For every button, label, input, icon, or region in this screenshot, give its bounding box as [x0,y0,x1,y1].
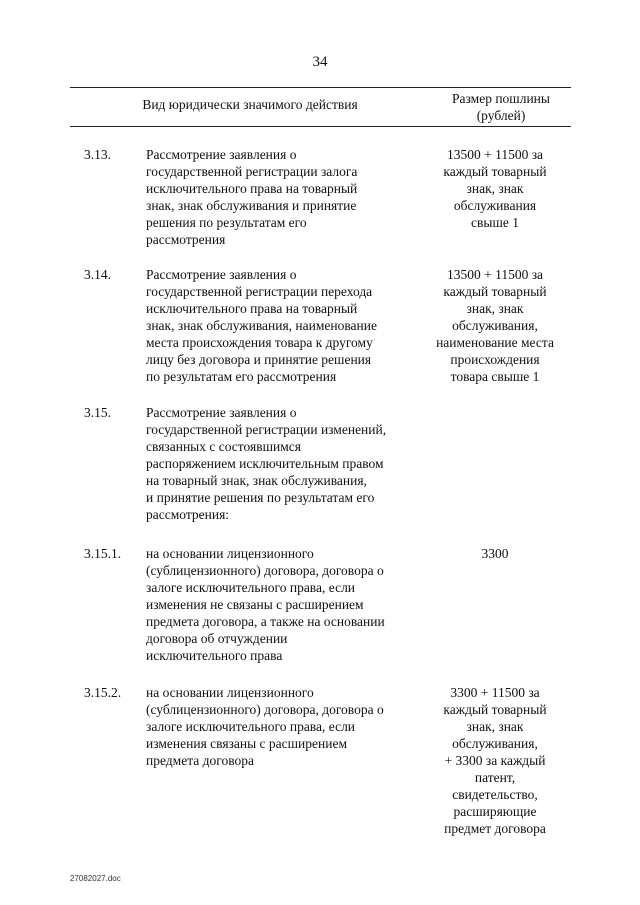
row-fee: 13500 + 11500 за каждый товарный знак, знак обслуживания свыше 1 [443,147,547,230]
row-description: на основании лицензионного (сублицензионного) договора, договора о залоге исключительного права, если изменения связаны с расширением предмета договора [146,685,384,768]
footer-filename: 27082027.doc [70,874,121,883]
row-description: на основании лицензионного (сублицензионного) договора, договора о залоге исключительного права, если изменения не связаны с расширением предмета договора, а также на основании договора об отчуждении исключительного права [146,546,385,663]
row-number: 3.15. [84,405,111,420]
table-top-rule [70,87,571,88]
row-number: 3.13. [84,147,111,162]
row-number: 3.14. [84,267,111,282]
row-description: Рассмотрение заявления о государственной регистрации залога исключительного права на товарный знак, знак обслуживания и принятие решения по результатам его рассмотрения [146,147,358,247]
row-fee: 3300 + 11500 за каждый товарный знак, знак обслуживания, + 3300 за каждый патент, свидетельство, расширяющие предмет договора [443,685,547,836]
row-description: Рассмотрение заявления о государственной регистрации перехода исключительного права на товарный знак, знак обслуживания, наименование места происхождения товара к другому лицу без договора и принятие решения по результатам его рассмотрения [146,267,377,384]
row-number: 3.15.2. [84,685,122,700]
row-number: 3.15.1. [84,546,122,561]
page-number: 34 [312,54,328,70]
column-header-fee: Размер пошлины (рублей) [452,91,550,123]
table-header-rule [70,126,571,127]
row-fee: 3300 [481,546,509,561]
row-fee: 13500 + 11500 за каждый товарный знак, знак обслуживания, наименование места происхождения товара свыше 1 [436,267,554,384]
row-description: Рассмотрение заявления о государственной регистрации изменений, связанных с состоявшимся распоряжением исключительным правом на товарный знак, знак обслуживания, и принятие решения по результатам его рассмотрения: [146,405,387,522]
column-header-action: Вид юридически значимого действия [142,97,358,112]
